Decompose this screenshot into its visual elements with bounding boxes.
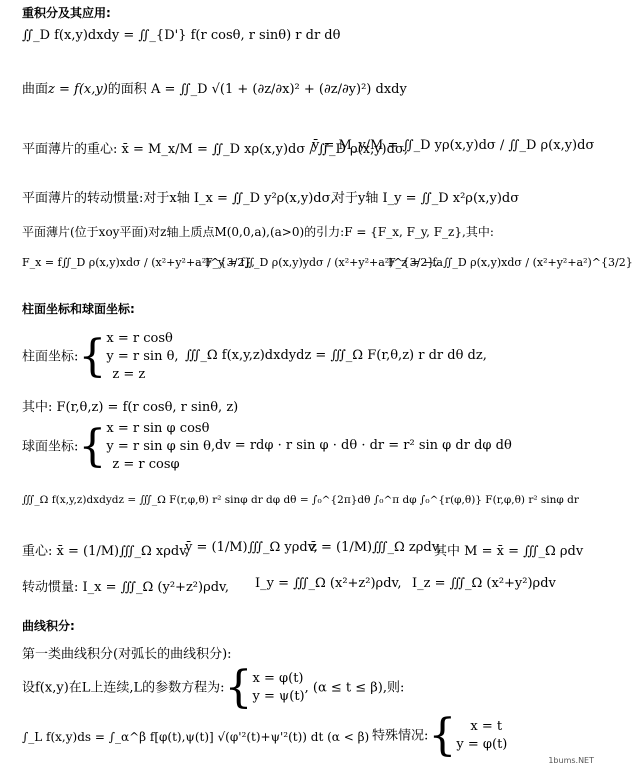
special-case-system xyxy=(456,718,507,754)
cylindrical-system xyxy=(106,330,178,384)
formula-force-x: F_x = f∬_D ρ(x,y)xdσ / (x²+y²+a²)^{3/2}, xyxy=(22,256,255,269)
moment-inertia-line xyxy=(22,576,229,595)
parametric-eq-1: x = φ(t) xyxy=(252,671,304,686)
gravitation-statement: 平面薄片(位于xoy平面)对z轴上质点M(0,0,a),(a>0)的引力:F = {F_x, F_y, F_z},其中: xyxy=(22,225,494,239)
formula-cylindrical-integral: ∭_Ω f(x,y,z)dxdydz = ∭_Ω F(r,θ,z) r dr dθ dz, xyxy=(185,348,487,363)
surface-area-label: 的面积 xyxy=(107,82,147,97)
formula-line-integral: ∫_L f(x,y)ds = ∫_α^β f[φ(t),ψ(t)] √(φ'²(t)+ψ'²(t)) dt (α < β) xyxy=(22,730,370,744)
special-eq-1: x = t xyxy=(470,719,503,734)
cylindrical-eq-1: x = r cosθ xyxy=(106,331,173,346)
section-heading-double-integrals: 重积分及其应用: xyxy=(22,6,111,20)
section-heading-line-integrals: 曲线积分: xyxy=(22,619,75,633)
special-eq-2: y = φ(t) xyxy=(456,737,508,752)
formula-surface-area: A = ∬_D √(1 + (∂z/∂x)² + (∂z/∂y)²) dxdy xyxy=(150,82,407,97)
brace-icon: { xyxy=(224,662,253,713)
brace-icon: { xyxy=(428,710,457,761)
spherical-eq-1: x = r sin φ cosθ xyxy=(106,421,210,436)
spherical-eq-3: z = r cosφ xyxy=(112,457,180,472)
formula-spherical-integral: ∭_Ω f(x,y,z)dxdydz = ∭_Ω F(r,φ,θ) r² sinφ dr dφ dθ = ∫₀^{2π}dθ ∫₀^π dφ ∫₀^{r(φ,θ)} F(r,φ,θ) r² sinφ dr xyxy=(22,494,579,506)
special-case-label: 特殊情况: xyxy=(372,728,429,744)
cylindrical-eq-2: y = r sin θ, xyxy=(106,349,179,364)
centroid-label: 平面薄片的重心: xyxy=(22,142,118,157)
formula-cog-x: x̄ = (1/M)∭_Ω xρdv, xyxy=(56,544,190,559)
section-heading-cylindrical-spherical: 柱面坐标和球面坐标: xyxy=(22,302,135,316)
inertia-y-line xyxy=(332,187,519,206)
formula-cog-z: z̄ = (1/M)∭_Ω zρdv, xyxy=(310,540,442,555)
spherical-label: 球面坐标: xyxy=(22,439,79,455)
formula-moment-x: I_x = ∭_Ω (y²+z²)ρdv, xyxy=(82,580,229,595)
formula-cog-mass: M = x̄ = ∭_Ω ρdv xyxy=(464,544,584,559)
cylindrical-block xyxy=(22,330,179,384)
parametric-system xyxy=(253,670,305,706)
parametric-eq-2: y = ψ(t) xyxy=(252,689,305,704)
center-of-gravity-label: 重心: xyxy=(22,544,53,559)
brace-icon: { xyxy=(78,421,107,472)
parametric-condition-line xyxy=(22,662,405,713)
formula-cog-y: ȳ = (1/M)∭_Ω yρdv, xyxy=(185,540,318,555)
parametric-condition-prefix: 设f(x,y)在L上连续,L的参数方程为: xyxy=(22,680,225,696)
formula-force-y: F_y = f∬_D ρ(x,y)ydσ / (x²+y²+a²)^{3/2}, xyxy=(205,256,438,269)
moment-inertia-label: 转动惯量: xyxy=(22,580,79,595)
spherical-block xyxy=(22,420,215,474)
cylindrical-eq-3: z = z xyxy=(112,367,146,382)
formula-moment-z: I_z = ∭_Ω (x²+y²)ρdv xyxy=(412,576,556,591)
formula-moment-y: I_y = ∭_Ω (x²+z²)ρdv, xyxy=(255,576,402,591)
spherical-eq-2: y = r sin φ sin θ, xyxy=(106,439,216,454)
formula-centroid-x: x̄ = M_x/M = ∬_D xρ(x,y)dσ / ∬_D ρ(x,y)dσ, xyxy=(121,142,408,157)
formula-inertia-y: I_y = ∬_D x²ρ(x,y)dσ xyxy=(382,191,520,206)
inertia-x-prefix: 对于x轴 xyxy=(143,191,190,206)
special-case-line xyxy=(372,710,508,761)
parametric-condition-suffix: , (α ≤ t ≤ β),则: xyxy=(304,680,405,696)
where-label: 其中: xyxy=(22,400,53,415)
inertia-label: 平面薄片的转动惯量: xyxy=(22,191,144,206)
formula-where: F(r,θ,z) = f(r cosθ, r sinθ, z) xyxy=(56,400,239,415)
first-kind-line-integral: 第一类曲线积分(对弧长的曲线积分): xyxy=(22,647,232,662)
formula-force-z: F_z = −fa∬_D ρ(x,y)xdσ / (x²+y²+a²)^{3/2} xyxy=(388,256,633,269)
surface-area-line xyxy=(22,78,407,97)
center-of-gravity-line xyxy=(22,540,189,559)
cylindrical-label: 柱面坐标: xyxy=(22,349,79,365)
surface-area-prefix: 曲面 xyxy=(22,82,49,97)
surface-equation: z = f(x,y) xyxy=(48,82,108,97)
where-line xyxy=(22,396,238,415)
watermark: 1bums.NET xyxy=(548,756,594,765)
spherical-system xyxy=(106,420,215,474)
cog-mass-prefix: 其中 xyxy=(434,544,461,559)
cog-mass-line xyxy=(434,540,583,559)
formula-inertia-x: I_x = ∬_D y²ρ(x,y)dσ, xyxy=(193,191,335,206)
formula-centroid-y: ȳ = M_y/M = ∬_D yρ(x,y)dσ / ∬_D ρ(x,y)dσ xyxy=(312,138,595,153)
formula-polar-coordinates: ∬_D f(x,y)dxdy = ∬_{D'} f(r cosθ, r sinθ) r dr dθ xyxy=(22,28,341,43)
brace-icon: { xyxy=(78,331,107,382)
formula-spherical-volume-element: dv = rdφ · r sin φ · dθ · dr = r² sin φ dr dφ dθ xyxy=(215,438,512,453)
inertia-y-prefix: 对于y轴 xyxy=(332,191,379,206)
inertia-line xyxy=(22,187,335,206)
